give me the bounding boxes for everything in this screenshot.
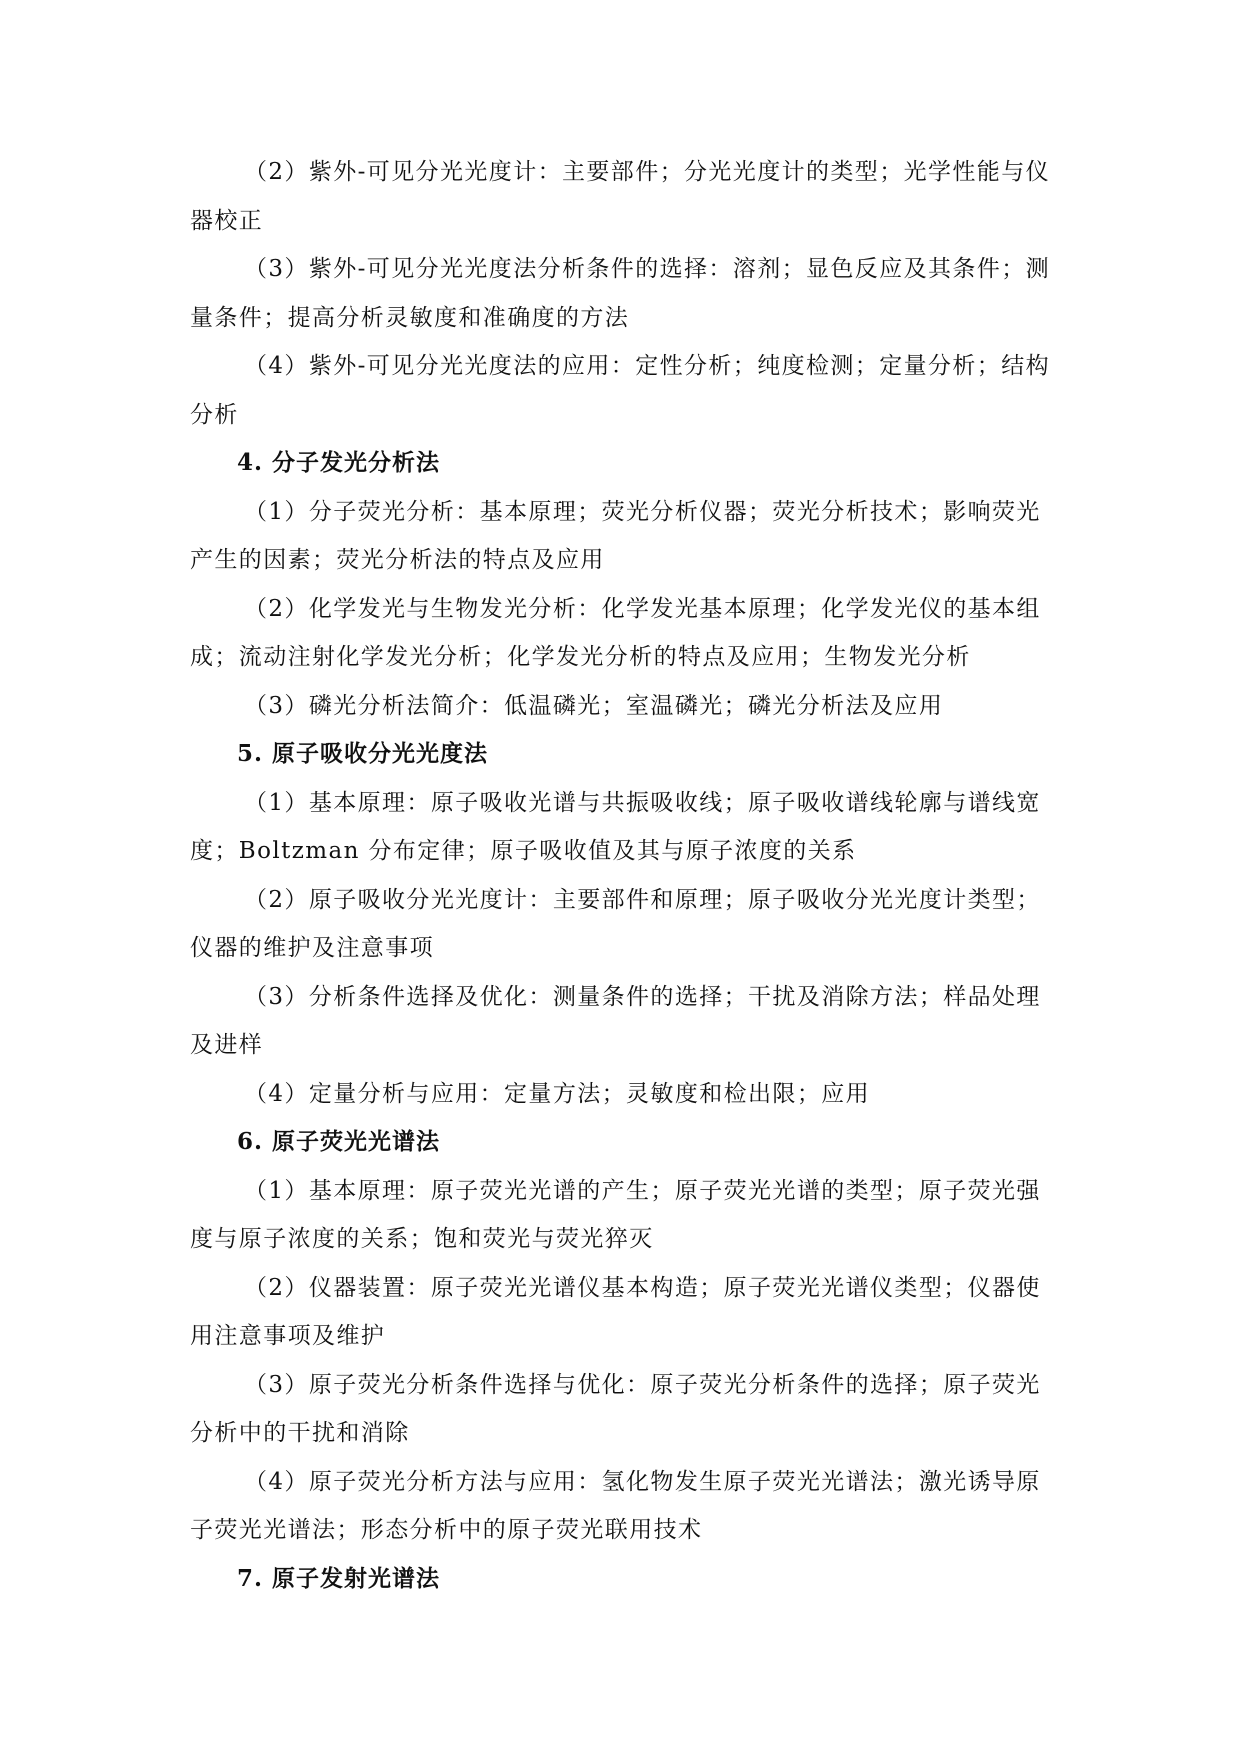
item-afs-instrument: （2）仪器装置：原子荧光光谱仪基本构造；原子荧光光谱仪类型；仪器使 bbox=[244, 1274, 1041, 1301]
item-uv-vis-conditions: （3）紫外-可见分光光度法分析条件的选择：溶剂；显色反应及其条件；测 bbox=[244, 256, 1051, 282]
item-aas-quantitative: （4）定量分析与应用：定量方法；灵敏度和检出限；应用 bbox=[244, 1080, 871, 1107]
item-molecular-fluorescence: （1）分子荧光分析：基本原理；荧光分析仪器；荧光分析技术；影响荧光 bbox=[244, 498, 1041, 525]
item-afs-methods: （4）原子荧光分析方法与应用：氢化物发生原子荧光光谱法；激光诱导原 bbox=[244, 1468, 1041, 1495]
item-afs-conditions: （3）原子荧光分析条件选择与优化：原子荧光分析条件的选择；原子荧光 bbox=[244, 1371, 1041, 1398]
item-afs-instrument-cont: 用注意事项及维护 bbox=[190, 1323, 386, 1349]
item-chemiluminescence-cont: 成；流动注射化学发光分析；化学发光分析的特点及应用；生物发光分析 bbox=[190, 644, 971, 670]
item-uv-vis-spectrophotometer: （2）紫外-可见分光光度计：主要部件；分光光度计的类型；光学性能与仪 bbox=[244, 159, 1051, 185]
item-uv-vis-applications: （4）紫外-可见分光光度法的应用：定性分析；纯度检测；定量分析；结构 bbox=[244, 353, 1051, 379]
item-afs-principles-cont: 度与原子浓度的关系；饱和荧光与荧光猝灭 bbox=[190, 1226, 654, 1252]
item-uv-vis-conditions-cont: 量条件；提高分析灵敏度和准确度的方法 bbox=[190, 304, 630, 331]
item-aas-instrument: （2）原子吸收分光光度计：主要部件和原理；原子吸收分光光度计类型； bbox=[244, 886, 1041, 913]
item-aas-principles: （1）基本原理：原子吸收光谱与共振吸收线；原子吸收谱线轮廓与谱线宽 bbox=[244, 789, 1041, 816]
section-heading-atomic-absorption: 5. 原子吸收分光光度法 bbox=[237, 740, 489, 767]
item-aas-instrument-cont: 仪器的维护及注意事项 bbox=[190, 935, 434, 961]
item-aas-conditions: （3）分析条件选择及优化：测量条件的选择；干扰及消除方法；样品处理 bbox=[244, 983, 1041, 1010]
item-uv-vis-applications-cont: 分析 bbox=[190, 401, 239, 428]
item-afs-conditions-cont: 分析中的干扰和消除 bbox=[190, 1420, 410, 1446]
item-afs-methods-cont: 子荧光光谱法；形态分析中的原子荧光联用技术 bbox=[190, 1517, 703, 1543]
item-aas-conditions-cont: 及进样 bbox=[190, 1032, 264, 1058]
item-afs-principles: （1）基本原理：原子荧光光谱的产生；原子荧光光谱的类型；原子荧光强 bbox=[244, 1177, 1041, 1204]
item-phosphorescence: （3）磷光分析法简介：低温磷光；室温磷光；磷光分析法及应用 bbox=[244, 692, 944, 719]
item-aas-principles-cont: 度；Boltzman 分布定律；原子吸收值及其与原子浓度的关系 bbox=[190, 838, 857, 864]
document-body bbox=[190, 148, 1050, 1603]
section-heading-atomic-fluorescence: 6. 原子荧光光谱法 bbox=[237, 1128, 441, 1155]
item-molecular-fluorescence-cont: 产生的因素；荧光分析法的特点及应用 bbox=[190, 547, 605, 573]
section-heading-molecular-luminescence: 4. 分子发光分析法 bbox=[237, 449, 441, 476]
item-uv-vis-spectrophotometer-cont: 器校正 bbox=[190, 207, 264, 234]
item-chemiluminescence: （2）化学发光与生物发光分析：化学发光基本原理；化学发光仪的基本组 bbox=[244, 595, 1041, 622]
section-heading-atomic-emission: 7. 原子发射光谱法 bbox=[237, 1564, 441, 1592]
